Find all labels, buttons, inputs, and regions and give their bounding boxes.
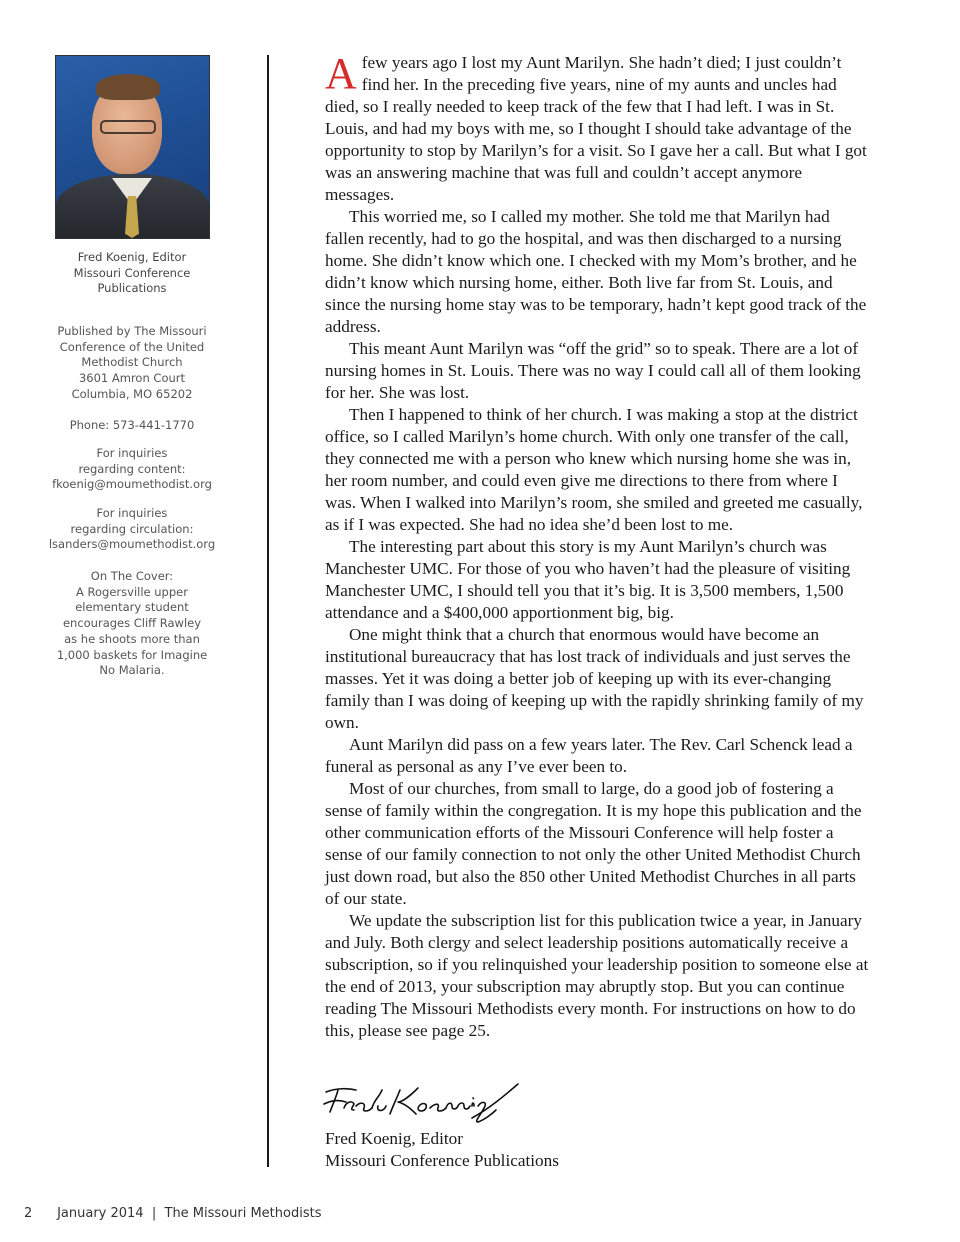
- drop-cap: A: [325, 49, 357, 98]
- page-footer: [24, 1206, 321, 1221]
- caption-line: Missouri Conference: [73, 265, 191, 280]
- issue-date: January 2014: [57, 1206, 144, 1221]
- article-paragraph: One might think that a church that enormous would have become an institutional bureaucracy that has lost track of individuals and just serves the masses. Yet it was doing a better job of keeping up with its ever-changing family than I was doing of keeping up with the rapidly shrinking family of my own.: [325, 625, 864, 732]
- photo-caption: [40, 250, 224, 297]
- cover-line: as he shoots more than: [64, 631, 200, 646]
- article-paragraph: Most of our churches, from small to large, do a good job of fostering a sense of family within the congregation. It is my hope this publication and the other communication efforts of the Missouri Conference will help foster a sense of our family connection to not only the other United Methodist Church just down road, but also the 850 other United Methodist Churches in all parts of our state.: [325, 779, 862, 908]
- cover-line: elementary student: [75, 600, 189, 615]
- signoff-line: Missouri Conference Publications: [325, 1151, 559, 1170]
- editor-photo: [55, 55, 210, 239]
- paragraph-text: few years ago I lost my Aunt Marilyn. She hadn’t died; I just couldn’t find her. In the preceding five years, nine of my aunts and uncles had died, so I really needed to keep track of the few that I had left. I was in St. Louis, and had my boys with me, so I thought I should take advantage of the opportunity to stop by Marilyn’s for a visit. So I gave her a call. But what I got was an answering machine that was full and couldn’t accept anymore messages.: [325, 53, 867, 204]
- publisher-line: 3601 Amron Court: [78, 371, 186, 386]
- publication-name: The Missouri Methodists: [164, 1206, 322, 1221]
- cover-caption: [40, 569, 224, 679]
- circulation-email-link[interactable]: lsanders@moumethodist.org: [48, 537, 216, 552]
- cover-line: On The Cover:: [90, 569, 174, 583]
- inquiries-line: regarding circulation:: [70, 521, 194, 536]
- publisher-line: Columbia, MO 65202: [71, 386, 193, 401]
- page-number: 2: [24, 1206, 33, 1221]
- inquiries-line: For inquiries: [96, 506, 168, 520]
- caption-line: Publications: [97, 281, 167, 296]
- article-paragraph: Then I happened to think of her church. I was making a stop at the district office, so I called Marilyn’s home church. With only one transfer of the call, they connected me with a person who knew which nursing home she was in, her room number, and could even give me directions to there from where I was. When I walked into Marilyn’s room, she smiled and greeted me casually, as if I was expected. She had no idea she’d been lost to me.: [325, 405, 863, 534]
- phone-number: Phone: 573-441-1770: [69, 418, 195, 432]
- signoff: [325, 1128, 559, 1172]
- photo-glasses: [100, 120, 156, 134]
- column-divider: [267, 55, 269, 1167]
- publisher-info: [40, 324, 224, 403]
- article-paragraph: This worried me, so I called my mother. She told me that Marilyn had fallen recently, had to go the hospital, and was then discharged to a nursing home. She didn’t know which one. I checked with my Mom’s brother, and he didn’t know which nursing home, either. Both live far from St. Louis, and since the nursing home stay was to be temporary, hadn’t kept good track of the address.: [325, 207, 867, 336]
- article-paragraph: We update the subscription list for this publication twice a year, in January and July. Both clergy and select leadership positions automatically receive a subscription, so if you relinquished your leadership position to someone else at the end of 2013, your subscription may abruptly stop. But you can continue reading The Missouri Methodists every month. For instructions on how to do this, please see page 25.: [325, 911, 869, 1040]
- inquiries-line: regarding content:: [78, 461, 186, 476]
- publisher-line: Methodist Church: [81, 355, 183, 370]
- signoff-line: Fred Koenig, Editor: [325, 1129, 463, 1148]
- signature-image: [322, 1078, 522, 1126]
- editorial-article: [325, 49, 870, 1042]
- publisher-line: Conference of the United: [59, 339, 205, 354]
- caption-line: Fred Koenig, Editor: [77, 250, 187, 264]
- content-email-link[interactable]: fkoenig@moumethodist.org: [52, 477, 212, 492]
- article-paragraph: This meant Aunt Marilyn was “off the grid” so to speak. There are a lot of nursing homes in St. Louis. There was no way I could call all of them looking for her. She was lost.: [325, 339, 861, 402]
- cover-line: A Rogersville upper: [76, 584, 188, 599]
- article-paragraph: The interesting part about this story is my Aunt Marilyn’s church was Manchester UMC. For those of you who haven’t had the pleasure of visiting Manchester UMC, I should tell you that it’s big. It is 3,500 members, 1,500 attendance and a $400,000 apportionment big, big.: [325, 537, 851, 622]
- photo-hair: [96, 74, 160, 100]
- publisher-line: Published by The Missouri: [57, 324, 207, 338]
- article-paragraph: Aunt Marilyn did pass on a few years later. The Rev. Carl Schenck lead a funeral as personal as any I’ve ever been to.: [325, 735, 853, 776]
- content-inquiries: [40, 446, 224, 493]
- cover-line: encourages Cliff Rawley: [62, 616, 202, 631]
- article-paragraph: [325, 49, 870, 206]
- cover-line: 1,000 baskets for Imagine: [56, 647, 208, 662]
- inquiries-line: For inquiries: [96, 446, 168, 460]
- circulation-inquiries: [40, 506, 224, 553]
- cover-line: No Malaria.: [99, 663, 165, 678]
- footer-separator: |: [151, 1206, 157, 1221]
